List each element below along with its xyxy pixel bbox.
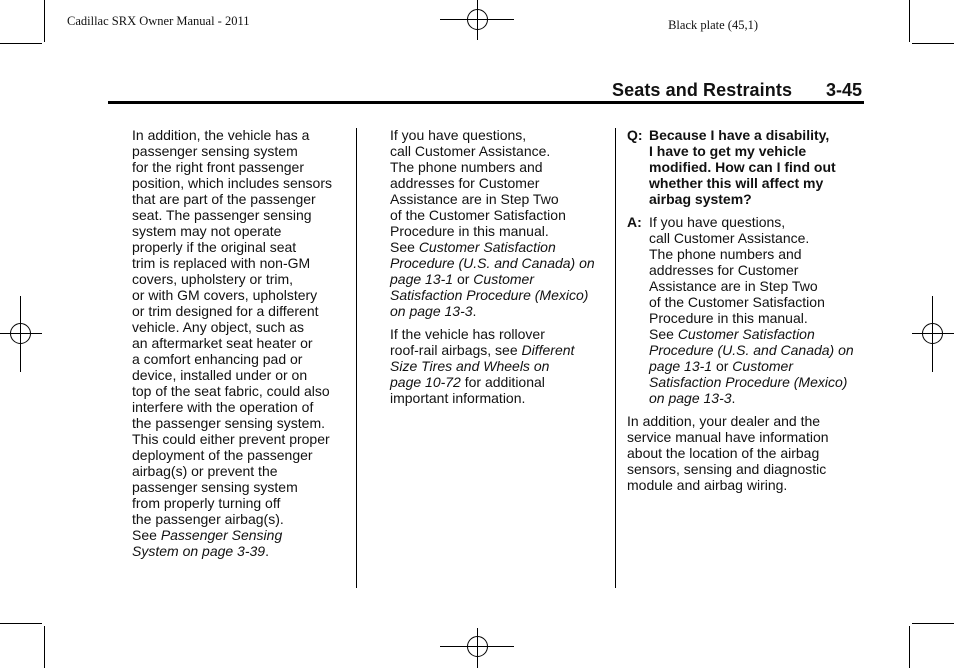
text-line: covers, upholstery or trim,: [132, 271, 294, 287]
text-line: from properly turning off: [132, 495, 281, 511]
text-line: [390, 342, 610, 358]
text-line: I have to get my vehicle: [649, 143, 807, 159]
text-line: top of the seat fabric, could also: [132, 383, 330, 399]
cross-reference-link[interactable]: Satisfaction Procedure (Mexico): [390, 287, 589, 303]
see-text: See: [649, 326, 678, 342]
text-line: seat. The passenger sensing: [132, 207, 312, 223]
text-line: [390, 287, 610, 303]
text-line: sensors, sensing and diagnostic: [627, 461, 827, 477]
paragraph-1: [390, 127, 610, 319]
text-line: important information.: [390, 390, 526, 406]
answer-label: A:: [627, 214, 642, 230]
text-line: interfere with the operation of: [132, 399, 314, 415]
text-line: [649, 358, 872, 374]
question-label: Q:: [627, 127, 643, 143]
text-line: deployment of the passenger: [132, 447, 313, 463]
manual-title: Cadillac SRX Owner Manual - 2011: [67, 14, 250, 28]
text-line: that are part of the passenger: [132, 191, 316, 207]
text-line: In addition, your dealer and the: [627, 413, 821, 429]
text-line: [390, 358, 610, 374]
text-line: Procedure in this manual.: [649, 310, 808, 326]
column-divider-2: [615, 128, 616, 588]
see-text: See: [390, 239, 419, 255]
cross-reference-link[interactable]: Customer: [473, 271, 534, 287]
period: .: [472, 303, 477, 319]
cross-reference-link[interactable]: Procedure (U.S. and Canada) on: [390, 255, 595, 271]
text-line: In addition, the vehicle has a: [132, 127, 310, 143]
see-text: See: [132, 527, 161, 543]
or-text: or: [453, 271, 474, 287]
text-line: call Customer Assistance.: [649, 230, 810, 246]
text-line: trim is replaced with non-GM: [132, 255, 311, 271]
text-line: the passenger sensing system.: [132, 415, 325, 431]
text-line: the passenger airbag(s).: [132, 511, 284, 527]
text-line: If the vehicle has rollover: [390, 326, 545, 342]
text-segment: roof-rail airbags, see: [390, 342, 522, 358]
period: .: [731, 390, 736, 406]
cross-reference-link[interactable]: Passenger Sensing: [160, 527, 283, 543]
question-block: [627, 127, 872, 207]
or-text: or: [712, 358, 733, 374]
text-line: modified. How can I find out: [649, 159, 836, 175]
period: .: [265, 543, 269, 559]
paragraph-2: [390, 326, 610, 406]
text-line: a comfort enhancing pad or: [132, 351, 303, 367]
paragraph-dealer-info: [627, 413, 872, 493]
cross-reference-link[interactable]: Customer Satisfaction: [677, 326, 815, 342]
text-line: The phone numbers and: [390, 159, 543, 175]
cross-reference-link[interactable]: Different: [521, 342, 575, 358]
text-line: of the Customer Satisfaction: [649, 294, 825, 310]
text-line: If you have questions,: [649, 214, 786, 230]
text-line: service manual have information: [627, 429, 829, 445]
text-line: call Customer Assistance.: [390, 143, 551, 159]
text-line: The phone numbers and: [649, 246, 802, 262]
text-line: [649, 390, 872, 406]
text-line: position, which includes sensors: [132, 175, 332, 191]
text-line: Because I have a disability,: [649, 127, 830, 143]
text-line: [132, 527, 350, 543]
text-line: addresses for Customer: [649, 262, 799, 278]
cross-reference-link[interactable]: Customer Satisfaction: [418, 239, 556, 255]
text-line: [132, 543, 350, 559]
text-line: [390, 303, 610, 319]
cross-reference-link[interactable]: Size Tires and Wheels on: [390, 358, 550, 374]
text-line: an aftermarket seat heater or: [132, 335, 313, 351]
cross-reference-link[interactable]: page 13-1: [390, 271, 454, 287]
column-3: [627, 127, 872, 500]
registration-mark-left: [0, 296, 42, 372]
text-line: system may not operate: [132, 223, 282, 239]
text-line: airbag(s) or prevent the: [132, 463, 278, 479]
text-line: airbag system?: [649, 191, 752, 207]
cross-reference-link[interactable]: page 10-72: [390, 374, 461, 390]
text-line: addresses for Customer: [390, 175, 540, 191]
text-line: [649, 326, 872, 342]
text-line: whether this will affect my: [649, 175, 824, 191]
text-line: This could either prevent proper: [132, 431, 330, 447]
cross-reference-link[interactable]: on page 13-3: [649, 390, 732, 406]
section-title: Seats and Restraints: [612, 80, 793, 100]
paragraph-1: [132, 127, 350, 559]
cross-reference-link[interactable]: on page 13-3: [390, 303, 473, 319]
text-line: passenger sensing system: [132, 479, 298, 495]
cross-reference-link[interactable]: page 13-1: [649, 358, 713, 374]
page-number: 3-45: [826, 80, 863, 100]
registration-mark-bottom: [440, 628, 514, 668]
text-line: vehicle. Any object, such as: [132, 319, 304, 335]
cross-reference-link[interactable]: Customer: [732, 358, 793, 374]
text-line: If you have questions,: [390, 127, 527, 143]
text-line: [390, 255, 610, 271]
text-line: [649, 342, 872, 358]
text-line: about the location of the airbag: [627, 445, 820, 461]
text-line: of the Customer Satisfaction: [390, 207, 566, 223]
header-rule: [108, 101, 864, 104]
text-line: [649, 374, 872, 390]
text-line: for the right front passenger: [132, 159, 304, 175]
text-line: device, installed under or on: [132, 367, 308, 383]
text-line: properly if the original seat: [132, 239, 297, 255]
text-line: [390, 239, 610, 255]
column-2: [390, 127, 610, 413]
answer-block: [627, 214, 872, 406]
text-line: Procedure in this manual.: [390, 223, 549, 239]
text-line: module and airbag wiring.: [627, 477, 788, 493]
cross-reference-link[interactable]: Procedure (U.S. and Canada) on: [649, 342, 854, 358]
text-line: [390, 374, 610, 390]
text-line: or with GM covers, upholstery: [132, 287, 318, 303]
text-segment: for additional: [460, 374, 545, 390]
text-line: passenger sensing system: [132, 143, 298, 159]
column-divider-1: [356, 128, 357, 588]
registration-mark-top: [440, 0, 514, 40]
column-1: [132, 127, 350, 566]
plate-label: Black plate (45,1): [668, 18, 758, 32]
text-line: Assistance are in Step Two: [649, 278, 818, 294]
cross-reference-link[interactable]: System on page 3-39: [132, 543, 266, 559]
text-line: or trim designed for a different: [132, 303, 319, 319]
text-line: [390, 271, 610, 287]
registration-mark-right: [912, 296, 954, 372]
cross-reference-link[interactable]: Satisfaction Procedure (Mexico): [649, 374, 848, 390]
text-line: Assistance are in Step Two: [390, 191, 559, 207]
